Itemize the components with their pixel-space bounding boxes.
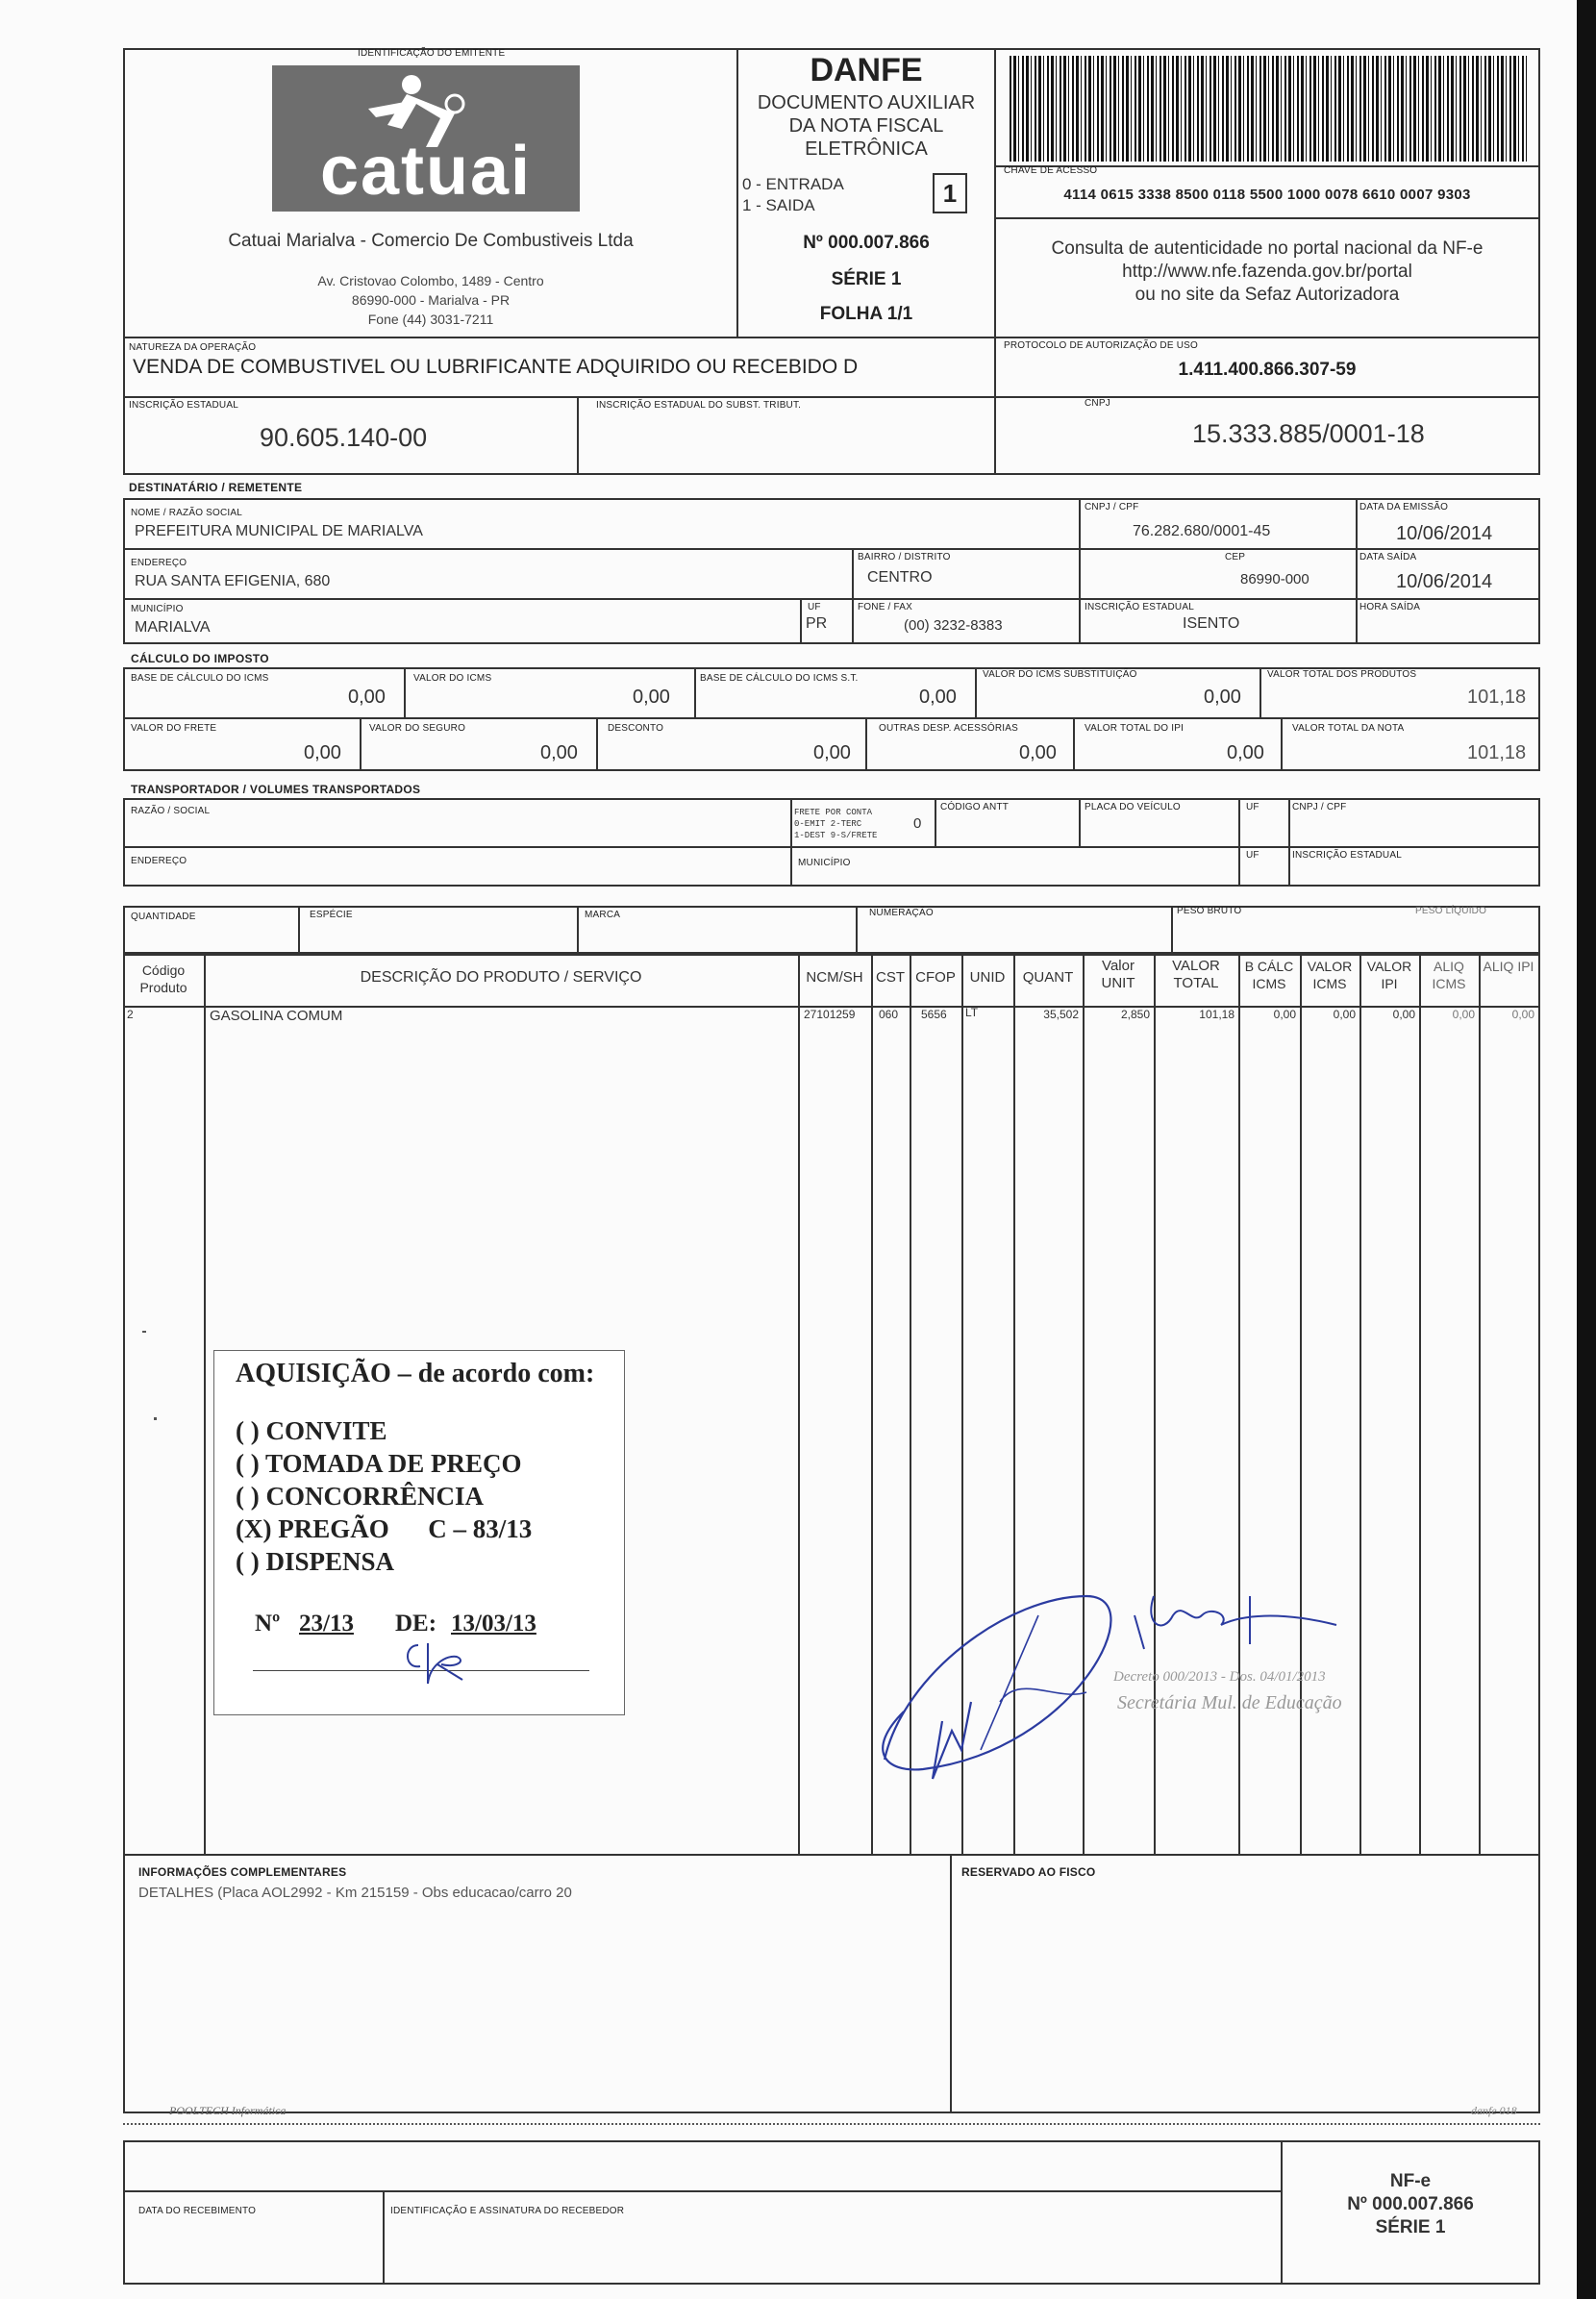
- cut-line: [123, 2123, 1540, 2125]
- antt-label: CÓDIGO ANTT: [940, 802, 1010, 812]
- imposto-section: CÁLCULO DO IMPOSTO: [131, 652, 269, 665]
- inscricao-label: INSCRIÇÃO ESTADUAL: [129, 400, 238, 411]
- frete-conta-line2: 0-EMIT 2-TERC: [794, 819, 862, 829]
- dest-bairro: CENTRO: [867, 569, 933, 586]
- dest-cep: 86990-000: [1240, 571, 1309, 587]
- valor-icms: 0,00: [633, 687, 670, 708]
- prod-col-ncm: [798, 952, 800, 1856]
- transp-endereco-label: ENDEREÇO: [131, 856, 187, 866]
- prod-header-vunit: Valor UNIT: [1101, 958, 1135, 991]
- emitente-address2: 86990-000 - Marialva - PR: [351, 292, 511, 308]
- total-produtos: 101,18: [1467, 687, 1527, 708]
- valor-st: 0,00: [1204, 687, 1241, 708]
- stray-mark: [142, 1331, 146, 1333]
- outras: 0,00: [1019, 742, 1057, 763]
- logo-text: catuai: [319, 133, 533, 210]
- canhoto-assinatura-label: IDENTIFICAÇÃO E ASSINATURA DO RECEBEDOR: [390, 2206, 625, 2216]
- catuai-logo: [272, 65, 580, 212]
- secretaria-line2: Secretária Mul. de Educação: [1117, 1692, 1342, 1713]
- imp-col7: [865, 717, 867, 771]
- frete-conta-line3: 1-DEST 9-S/FRETE: [794, 831, 878, 840]
- dest-col-ie: [1079, 598, 1081, 644]
- stamp-pregao: (X) PREGÃO C – 83/13: [236, 1514, 533, 1543]
- transp-col-antt: [935, 798, 936, 846]
- prod-header-aicms: ALIQ ICMS: [1432, 959, 1466, 991]
- total-nota: 101,18: [1467, 742, 1527, 763]
- stamp-date: 13/03/13: [451, 1611, 536, 1637]
- transp-municipio-label: MUNICÍPIO: [798, 858, 851, 868]
- initials-signature-icon: [399, 1636, 476, 1693]
- danfe-saida: 1 - SAIDA: [742, 196, 815, 214]
- frete: 0,00: [304, 742, 341, 763]
- peso-liquido-label: PESO LÍQUIDO: [1415, 906, 1487, 916]
- base-icms: 0,00: [348, 687, 386, 708]
- consulta-divider: [994, 217, 1540, 219]
- seguro: 0,00: [540, 742, 578, 763]
- transp-mid-line: [123, 846, 1540, 848]
- prod-col-desc: [204, 952, 206, 1856]
- footer-right: danfe 018: [1471, 2104, 1517, 2117]
- prod-row-cst: 060: [879, 1008, 899, 1021]
- transp-col-uf: [1238, 798, 1240, 887]
- dest-uf: PR: [806, 615, 828, 632]
- stamp-num: 23/13: [299, 1611, 354, 1637]
- total-produtos-label: VALOR TOTAL DOS PRODUTOS: [1267, 669, 1417, 680]
- prod-col-aipi: [1479, 952, 1481, 1856]
- imp-col2: [694, 667, 696, 717]
- dest-nome: PREFEITURA MUNICIPAL DE MARIALVA: [135, 523, 423, 539]
- danfe-subtitle1: DOCUMENTO AUXILIAR: [757, 92, 976, 113]
- prod-row-quant: 35,502: [1043, 1008, 1079, 1021]
- prod-row-ncm: 27101259: [804, 1008, 856, 1021]
- frete-conta-value: 0: [913, 815, 922, 832]
- vol-col4: [1171, 906, 1173, 956]
- dest-fone-label: FONE / FAX: [858, 602, 913, 612]
- prod-col-aicms: [1419, 952, 1421, 1856]
- stamp-de-prefix: DE:: [395, 1611, 437, 1637]
- placa-label: PLACA DO VEÍCULO: [1085, 802, 1181, 812]
- danfe-folha: FOLHA 1/1: [819, 304, 913, 324]
- prod-row-vunit: 2,850: [1120, 1008, 1150, 1021]
- secretaria-line1: Decreto 000/2013 - Dos. 04/01/2013: [1113, 1669, 1326, 1685]
- prod-header-descricao: DESCRIÇÃO DO PRODUTO / SERVIÇO: [360, 969, 642, 986]
- dest-saida: 10/06/2014: [1396, 571, 1493, 592]
- chave-label: CHAVE DE ACESSO: [1004, 165, 1098, 176]
- prod-col-bcalc: [1238, 952, 1240, 1856]
- dest-row2-line: [123, 598, 1540, 600]
- ipi-label: VALOR TOTAL DO IPI: [1085, 723, 1185, 734]
- base-st-label: BASE DE CÁLCULO DO ICMS S.T.: [700, 673, 859, 684]
- imp-col1: [404, 667, 406, 717]
- stamp-tomada: ( ) TOMADA DE PREÇO: [236, 1449, 522, 1478]
- imp-col3: [975, 667, 977, 717]
- prod-row-cfop: 5656: [921, 1008, 947, 1021]
- dest-hora-label: HORA SAÍDA: [1359, 602, 1421, 612]
- transp-uf-label: UF: [1246, 802, 1259, 812]
- ipi: 0,00: [1227, 742, 1264, 763]
- dest-col-fone: [852, 598, 854, 644]
- prod-header-vicms: VALOR ICMS: [1307, 959, 1353, 991]
- natureza-value: VENDA DE COMBUSTIVEL OU LUBRIFICANTE ADQUIRIDO OU RECEBIDO D: [133, 356, 859, 378]
- consulta-line2: http://www.nfe.fazenda.gov.br/portal: [1122, 262, 1412, 282]
- dest-col-bairro: [852, 548, 854, 598]
- cnpj-emitente-label: CNPJ: [1085, 398, 1110, 409]
- vol-col3: [856, 906, 858, 956]
- barcode: [1010, 56, 1527, 162]
- valor-st-label: VALOR DO ICMS SUBSTITUIÇÃO: [983, 669, 1137, 680]
- dest-endereco-label: ENDEREÇO: [131, 558, 187, 568]
- total-nota-label: VALOR TOTAL DA NOTA: [1292, 723, 1405, 734]
- transp-cnpj-label: CNPJ / CPF: [1292, 802, 1347, 812]
- footer-left: POOLTECH Informática: [169, 2104, 287, 2117]
- complementares-label: INFORMAÇÕES COMPLEMENTARES: [138, 1865, 347, 1879]
- fisco-label: RESERVADO AO FISCO: [961, 1865, 1096, 1879]
- dest-col-cnpj: [1079, 498, 1081, 598]
- prod-col-vicms: [1300, 952, 1302, 1856]
- canhoto-nfe: NF-e: [1389, 2171, 1432, 2191]
- dest-nome-label: NOME / RAZÃO SOCIAL: [131, 508, 243, 518]
- secretaria-signature-icon: [1106, 1577, 1356, 1654]
- prod-header-unid: UNID: [969, 969, 1006, 986]
- prod-header-cfop: CFOP: [915, 969, 956, 986]
- dest-cnpj-label: CNPJ / CPF: [1085, 502, 1139, 512]
- prod-row-bcalc: 0,00: [1273, 1008, 1296, 1021]
- valor-icms-label: VALOR DO ICMS: [413, 673, 492, 684]
- imp-col9: [1281, 717, 1283, 771]
- danfe-subtitle2: DA NOTA FISCAL: [788, 115, 944, 137]
- canhoto-data-label: DATA DO RECEBIMENTO: [138, 2206, 257, 2216]
- emitente-section-label: IDENTIFICAÇÃO DO EMITENTE: [358, 48, 506, 59]
- dest-emissao-label: DATA DA EMISSÃO: [1359, 502, 1449, 512]
- imp-col8: [1073, 717, 1075, 771]
- aquisicao-stamp: [213, 1350, 625, 1715]
- imp-col6: [596, 717, 598, 771]
- danfe-tipo: 1: [933, 173, 967, 213]
- quantidade-label: QUANTIDADE: [131, 912, 196, 922]
- imp-col4: [1259, 667, 1261, 717]
- dest-ie-label: INSCRIÇÃO ESTADUAL: [1085, 602, 1194, 612]
- frete-label: VALOR DO FRETE: [131, 723, 217, 734]
- transp-col-placa: [1079, 798, 1081, 846]
- dest-municipio-label: MUNICÍPIO: [131, 604, 184, 614]
- seguro-label: VALOR DO SEGURO: [369, 723, 466, 734]
- vol-col2: [577, 906, 579, 956]
- dest-emissao: 10/06/2014: [1396, 523, 1493, 544]
- destinatario-box: [123, 498, 1540, 644]
- inscricao-subst-label: INSCRIÇÃO ESTADUAL DO SUBST. TRIBUT.: [596, 400, 802, 411]
- dest-col-uf: [800, 598, 802, 644]
- transp-uf2-label: UF: [1246, 850, 1259, 861]
- prod-header-codigo: Código Produto: [139, 962, 187, 995]
- danfe-serie: SÉRIE 1: [831, 269, 902, 289]
- protocolo-label: PROTOCOLO DE AUTORIZAÇÃO DE USO: [1004, 340, 1198, 351]
- danfe-entrada: 0 - ENTRADA: [742, 175, 844, 193]
- imposto-mid-line: [123, 717, 1540, 719]
- numeracao-label: NUMERAÇÃO: [869, 908, 934, 918]
- dest-uf-label: UF: [808, 602, 821, 612]
- dest-ie: ISENTO: [1183, 615, 1240, 632]
- transp-col-cnpj: [1288, 798, 1290, 887]
- outras-label: OUTRAS DESP. ACESSÓRIAS: [879, 723, 1019, 734]
- prod-row-vipi: 0,00: [1392, 1008, 1415, 1021]
- canhoto-col-assinatura: [383, 2190, 385, 2285]
- emitente-phone: Fone (44) 3031-7211: [367, 312, 494, 327]
- transp-col-frete: [790, 798, 792, 887]
- base-icms-label: BASE DE CÁLCULO DO ICMS: [131, 673, 269, 684]
- natureza-label: NATUREZA DA OPERAÇÃO: [129, 342, 257, 353]
- dest-cnpj: 76.282.680/0001-45: [1133, 523, 1271, 539]
- prod-row-codigo: 2: [127, 1008, 134, 1021]
- prod-header-bcalc: B CÁLC ICMS: [1244, 959, 1294, 991]
- desconto-label: DESCONTO: [608, 723, 664, 734]
- imp-col5: [360, 717, 362, 771]
- stamp-title: AQUISIÇÃO – de acordo com:: [236, 1359, 595, 1388]
- vol-col1: [298, 906, 300, 956]
- transportador-section: TRANSPORTADOR / VOLUMES TRANSPORTADOS: [131, 783, 421, 796]
- prod-row-vtotal: 101,18: [1199, 1008, 1234, 1021]
- canhoto-serie: SÉRIE 1: [1375, 2217, 1446, 2237]
- transp-ie-label: INSCRIÇÃO ESTADUAL: [1292, 850, 1402, 861]
- dest-municipio: MARIALVA: [135, 619, 211, 636]
- desconto: 0,00: [813, 742, 851, 763]
- canhoto-mid-line: [123, 2190, 1283, 2192]
- prod-row-aicms: 0,00: [1452, 1008, 1475, 1021]
- razao-label: RAZÃO / SOCIAL: [131, 806, 211, 816]
- destinatario-section: DESTINATÁRIO / REMETENTE: [129, 481, 303, 494]
- especie-label: ESPÉCIE: [310, 910, 353, 920]
- prod-row-descricao: GASOLINA COMUM: [210, 1008, 343, 1024]
- stray-mark-2: [154, 1417, 157, 1420]
- complementares-value: DETALHES (Placa AOL2992 - Km 215159 - Obs educacao/carro 20: [138, 1885, 572, 1901]
- stamp-num-prefix: Nº: [255, 1611, 281, 1637]
- prod-header-cst: CST: [876, 969, 905, 986]
- prod-col-vipi: [1359, 952, 1361, 1856]
- prod-row-vicms: 0,00: [1333, 1008, 1356, 1021]
- chave-value: 4114 0615 3338 8500 0118 5500 1000 0078 6610 0007 9303: [1063, 187, 1471, 203]
- dest-cep-label: CEP: [1225, 552, 1246, 562]
- peso-bruto-label: PESO BRUTO: [1177, 906, 1242, 916]
- consulta-line1: Consulta de autenticidade no portal nacional da NF-e: [1051, 238, 1484, 259]
- danfe-title: DANFE: [810, 52, 923, 88]
- dest-col-data: [1356, 498, 1358, 644]
- prod-row-unid: LT: [965, 1006, 979, 1019]
- base-st: 0,00: [919, 687, 957, 708]
- canhoto-numero: Nº 000.007.866: [1347, 2194, 1474, 2214]
- stamp-dispensa: ( ) DISPENSA: [236, 1547, 395, 1576]
- consulta-line3: ou no site da Sefaz Autorizadora: [1135, 285, 1400, 305]
- dest-endereco: RUA SANTA EFIGENIA, 680: [135, 573, 331, 589]
- stamp-concorrencia: ( ) CONCORRÊNCIA: [236, 1482, 484, 1511]
- prod-header-vtotal: VALOR TOTAL: [1172, 958, 1220, 991]
- marca-label: MARCA: [585, 910, 621, 920]
- prod-header-ncm: NCM/SH: [806, 969, 863, 986]
- stamp-convite: ( ) CONVITE: [236, 1416, 387, 1445]
- inscricao-value: 90.605.140-00: [260, 423, 428, 452]
- emitente-name: Catuai Marialva - Comercio De Combustiveis Ltda: [228, 231, 634, 251]
- dest-bairro-label: BAIRRO / DISTRITO: [858, 552, 951, 562]
- cnpj-emitente-value: 15.333.885/0001-18: [1192, 419, 1425, 448]
- protocolo-value: 1.411.400.866.307-59: [1178, 360, 1357, 380]
- prod-header-quant: QUANT: [1022, 969, 1074, 986]
- frete-conta-line1: FRETE POR CONTA: [794, 808, 873, 817]
- prod-row-aipi: 0,00: [1511, 1008, 1534, 1021]
- emitente-address1: Av. Cristovao Colombo, 1489 - Centro: [317, 273, 544, 288]
- prod-header-aipi: ALIQ IPI: [1483, 959, 1534, 974]
- dest-saida-label: DATA SAÍDA: [1359, 552, 1417, 562]
- prod-header-vipi: VALOR IPI: [1366, 959, 1412, 991]
- danfe-subtitle3: ELETRÔNICA: [805, 138, 928, 160]
- danfe-numero: Nº 000.007.866: [803, 233, 930, 253]
- fisco-box: [950, 1854, 1540, 2113]
- dest-row1-line: [123, 548, 1540, 550]
- dest-fone: (00) 3232-8383: [904, 617, 1003, 634]
